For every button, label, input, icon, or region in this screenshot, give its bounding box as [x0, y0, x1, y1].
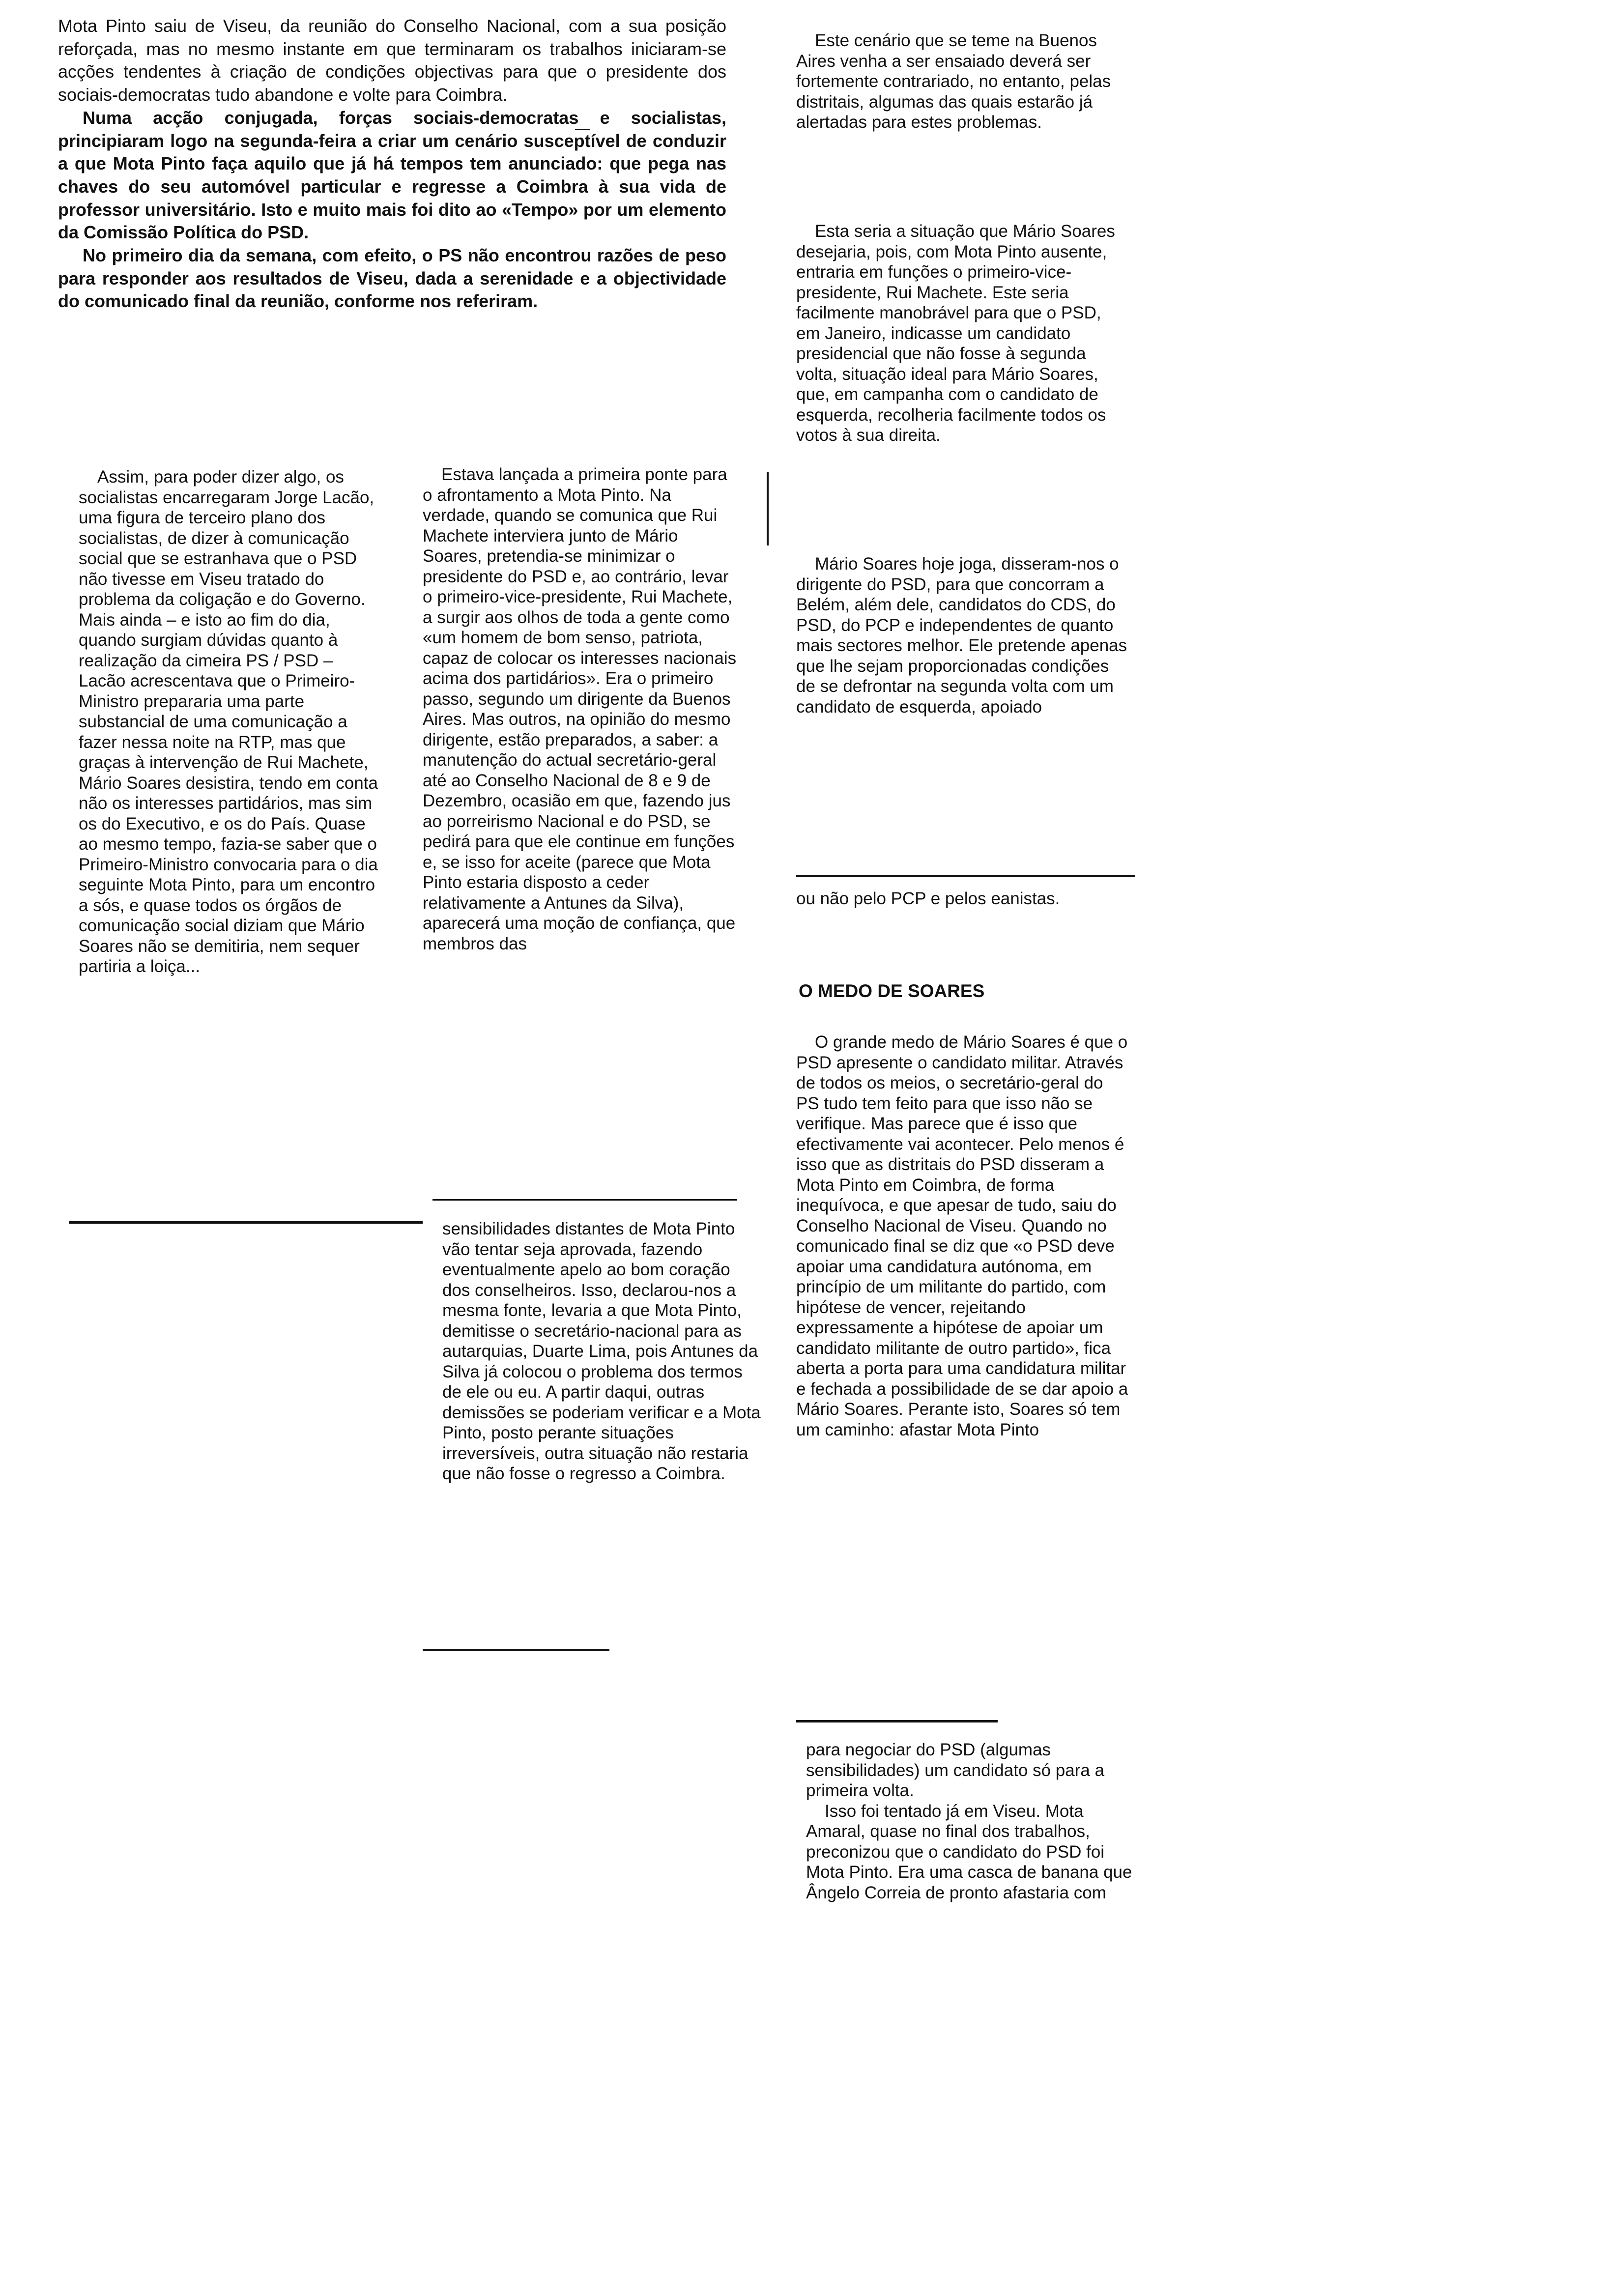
section-heading: O MEDO DE SOARES [799, 981, 985, 1001]
column-right-5 [796, 1032, 1130, 1440]
column-middle-top [423, 464, 737, 954]
column-right-rule-2 [796, 1720, 998, 1722]
column-right-4-text: ou não pelo PCP e pelos eanistas. [796, 889, 1060, 908]
lead-article [58, 15, 726, 313]
column-right-3-text: Mário Soares hoje joga, disseram-nos o dirigente do PSD, para que concorram a Belém, além dele, candidatos do CDS, do PSD, do PCP e independentes de quanto mais sectores melhor. Ele pretende apenas que lhe sejam proporcionadas condições de se defrontar na segunda volta com um candidato de esquerda, apoiado [796, 554, 1127, 717]
column-right-6 [806, 1740, 1140, 1903]
column-right-3 [796, 554, 1130, 717]
column-left-text: Assim, para poder dizer algo, os socialistas encarregaram Jorge Lacão, uma figura de terceiro plano dos socialistas, de dizer à comunicação social que se estranhava que o PSD não tivesse em Viseu tratado do problema da coligação e do Governo. Mais ainda – e isto ao fim do dia, quando surgiam dúvidas quanto à realização da cimeira PS / PSD – Lacão acrescentava que o Primeiro-Ministro prepararia uma parte substancial de uma comunicação a fazer nessa noite na RTP, mas que graças à intervenção de Rui Machete, Mário Soares desistira, tendo em conta não os interesses partidários, mas sim os do Executivo, e os do País. Quase ao mesmo tempo, fazia-se saber que o Primeiro-Ministro convocaria para o dia seguinte Mota Pinto, para um encontro a sós, e quase todos os órgãos de comunicação social diziam que Mário Soares não se demitiria, nem sequer partiria a loiça... [79, 467, 378, 976]
column-left [79, 467, 383, 977]
column-right-5-text: O grande medo de Mário Soares é que o PSD apresente o candidato militar. Através de todos os meios, o secretário-geral do PS tudo tem feito para que isso não se verifique. Mas parece que é isso que efectivamente vai acontecer. Pelo menos é isso que as distritais do PSD disseram a Mota Pinto em Coimbra, de forma inequívoca, e que apesar de tudo, saiu do Conselho Nacional de Viseu. Quando no comunicado final se diz que «o PSD deve apoiar uma candidatura autónoma, em princípio de um militante do partido, com hipótese de vencer, rejeitando expressamente a hipótese de apoiar um candidato militante de outro partido», fica aberta a porta para uma candidatura militar e fechada a possibilidade de se dar apoio a Mário Soares. Perante isto, Soares só tem um caminho: afastar Mota Pinto [796, 1033, 1128, 1439]
column-middle-top-text: Estava lançada a primeira ponte para o afrontamento a Mota Pinto. Na verdade, quando se comunica que Rui Machete interviera junto de Mário Soares, pretendia-se minimizar o presidente do PSD e, ao contrário, levar o primeiro-vice-presidente, Rui Machete, a surgir aos olhos de toda a gente como «um homem de bom senso, patriota, capaz de colocar os interesses nacionais acima dos partidários». Era o primeiro passo, segundo um dirigente da Buenos Aires. Mas outros, na opinião do mesmo dirigente, estão preparados, a saber: a manutenção do actual secretário-geral até ao Conselho Nacional de 8 e 9 de Dezembro, ocasião em que, fazendo jus ao porreirismo Nacional e do PSD, se pedirá para que ele continue em funções e, se isso for aceite (parece que Mota Pinto estaria disposto a ceder relativamente a Antunes da Silva), aparecerá uma moção de confiança, que membros das [423, 465, 737, 953]
lead-paragraph-1: Mota Pinto saiu de Viseu, da reunião do Conselho Nacional, com a sua posição reforçada, mas no mesmo instante em que terminaram os trabalhos iniciaram-se acções tendentes à criação de condições objectivas para que o presidente dos sociais-democratas tudo abandone e volte para Coimbra. [58, 16, 726, 105]
column-right-1 [796, 30, 1116, 133]
column-right-2 [796, 221, 1116, 446]
margin-mark [575, 129, 590, 130]
lead-paragraph-2: Numa acção conjugada, forças sociais-democratas e socialistas, principiaram logo na segunda-feira a criar um cenário susceptível de conduzir a que Mota Pinto faça aquilo que já há tempos tem anunciado: que pega nas chaves do seu automóvel particular e regresse a Coimbra à sua vida de professor universitário. Isto e muito mais foi dito ao «Tempo» por um elemento da Comissão Política do PSD. [58, 107, 726, 243]
column-right-2-text: Esta seria a situação que Mário Soares desejaria, pois, com Mota Pinto ausente, entraria em funções o primeiro-vice-presidente, Rui Machete. Este seria facilmente manobrável para que o PSD, em Janeiro, indicasse um candidato presidencial que não fosse à segunda volta, situação ideal para Mário Soares, que, em campanha com o candidato de esquerda, recolheria facilmente todos os votos à sua direita. [796, 222, 1115, 445]
column-middle-rule [423, 1649, 609, 1651]
column-middle-bottom-text: sensibilidades distantes de Mota Pinto vão tentar seja aprovada, fazendo eventualmente apelo ao bom coração dos conselheiros. Isso, declarou-nos a mesma fonte, levaria a que Mota Pinto, demitisse o secretário-nacional para as autarquias, Duarte Lima, pois Antunes da Silva já colocou o problema dos termos de ele ou eu. A partir daqui, outras demissões se poderiam verificar e a Mota Pinto, posto perante situações irreversíveis, outra situação não restaria que não fosse o regresso a Coimbra. [442, 1219, 761, 1483]
lead-paragraph-3: No primeiro dia da semana, com efeito, o PS não encontrou razões de peso para responder aos resultados de Viseu, dada a serenidade e a objectividade do comunicado final da reunião, conforme nos referiram. [58, 245, 726, 312]
column-right-4 [796, 889, 1116, 909]
column-right-rule-1 [796, 875, 1135, 877]
column-left-rule [69, 1221, 423, 1224]
column-separator-bar [767, 472, 769, 545]
column-right-6-text-1: para negociar do PSD (algumas sensibilidades) um candidato só para a primeira volta. [806, 1740, 1105, 1800]
column-right-6-text-2: Isso foi tentado já em Viseu. Mota Amaral, quase no final dos trabalhos, preconizou que o candidato do PSD foi Mota Pinto. Era uma casca de banana que Ângelo Correia de pronto afastaria com [806, 1801, 1132, 1902]
column-right-1-text: Este cenário que se teme na Buenos Aires venha a ser ensaiado deverá ser fortemente contrariado, no entanto, pelas distritais, algumas das quais estarão já alertadas para estes problemas. [796, 31, 1111, 132]
column-middle-bottom [442, 1219, 762, 1484]
column-middle-divider [432, 1199, 737, 1201]
